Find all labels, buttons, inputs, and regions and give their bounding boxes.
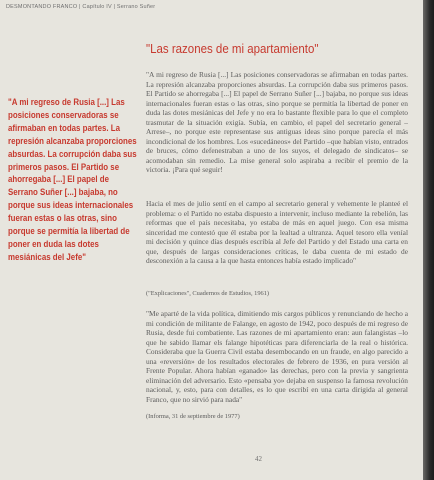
pull-quote-line: porque se permitía la libertad de xyxy=(8,226,130,237)
section-title: "Las razones de mi apartamiento" xyxy=(146,42,319,56)
pull-quote-line: mesiánicas del Jefe" xyxy=(8,251,86,262)
pull-quote-line: ahorregaba [...] El papel de xyxy=(8,174,109,185)
source-citation-2: (Informa, 31 de septiembre de 1977) xyxy=(146,413,240,420)
body-paragraph-3: "Me aparté de la vida política, dimitiendo mis cargos públicos y renunciando de hecho a mi condición de militante de Falange, en agosto de 1942, poco después de mi regreso de Rusia, desde fui combatiente. Las razones de mi apartamiento eran: aun falangistas –lo que he sabido llamar els falange hipotéticas para diferenciarla de la real o histórica. Consideraba que la Guerra Civil estaba desembocando en un fraude, en algo parecido a una «reversión» de los resultados electorales de febrero de 1936, en pura versión al Frente Popular. Ahora habían «ganado» las derechas, pero con la previa y sangrienta eliminación del adversario. Esto «pensaba yo» dejaba en suspenso la famosa revolución nacional, y, esto, para con detalles, es lo que escribí en una carta dirigida al general Franco, que no sirvió para nada" xyxy=(146,309,408,404)
pull-quote-line: afirmaban en todas partes. La xyxy=(8,122,120,133)
pull-quote-line: "A mi regreso de Rusia [...] Las xyxy=(8,97,125,107)
pull-quote xyxy=(8,96,136,264)
running-head: DESMONTANDO FRANCO | Capítulo IV | Serrano Suñer xyxy=(6,4,156,10)
pull-quote-line: primeros pasos. El Partido se xyxy=(8,161,120,172)
pull-quote-line: Serrano Suñer [...] bajaba, no xyxy=(8,187,118,198)
source-citation-1: ("Explicaciones", Cuadernos de Estudios, 1961) xyxy=(146,290,270,297)
body-paragraph-1: "A mi regreso de Rusia [...] Las posiciones conservadoras se afirmaban en todas partes. La represión alcanzaba proporciones absurdas. La corrupción daba sus primeros pasos. El Partido se ahorregaba [...] El papel de Serrano Suñer [...] bajaba, no porque sus ideas internacionales fueran estas o las otras, sino porque se permitía la libertad de poner en duda las dotes mesiánicas del Jefe y no era lo bastante flexible para lo que el completo trasmutar de la situación exigía. Subía, en cambio, el papel del secretario general –Arrese–, no porque este representase sus antiguas ideas sino porque parecía el más incondicional de los hombres. Los «sucedáneos» del Partido –que habían visto, entrados de bruces, cómo defenestraban a uno de los suyos, el delegado de sindicatos– se acomodaban sin remedio. La mise general solo aspiraba a recibir el premio de la victoria. ¡Para qué seguir! xyxy=(146,70,408,175)
pull-quote-line: represión alcanzaba proporciones xyxy=(8,135,137,146)
pull-quote-line: absurdas. La corrupción daba sus xyxy=(8,148,137,159)
pull-quote-line: fueran estas o las otras, sino xyxy=(8,213,117,224)
page-number: 42 xyxy=(255,455,262,463)
body-paragraph-2: Hacia el mes de julio sentí en el campo al secretario general y vehemente le planteé el problema: o el Partido no estaba dispuesto a intervenir, incluso mediante la rebelión, las reformas que el país necesitaba, yo estaba de más en aquel juego. Con esa misma sinceridad me contestó que él estaba por la lealtad a ultranza. Aquel tesoro ella veníal mi decisión y quince días después escribía al Jefe del Partido y del Estado una carta en que, después de largas consideraciones críticas, le daba cuenta de mi estado de desconexión a la causa a la que hasta entonces había estado implicado" xyxy=(146,199,408,266)
pull-quote-line: porque sus ideas internacionales xyxy=(8,200,134,211)
pull-quote-line: poner en duda las dotes xyxy=(8,238,99,249)
book-spine-shadow xyxy=(423,0,434,480)
pull-quote-line: posiciones conservadoras se xyxy=(8,109,119,120)
